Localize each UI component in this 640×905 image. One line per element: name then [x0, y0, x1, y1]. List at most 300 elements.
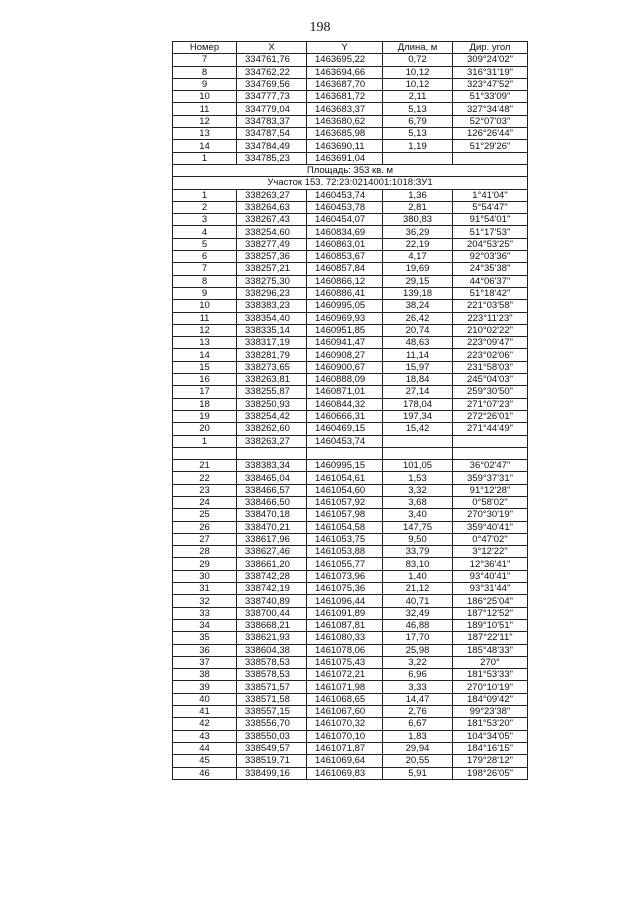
- y-cell: 1460844,32: [307, 398, 383, 410]
- point-number-cell: [173, 447, 237, 459]
- y-cell: 1460453,74: [307, 435, 383, 447]
- angle-cell: 231°58'03": [453, 361, 528, 373]
- length-cell: [383, 447, 453, 459]
- angle-cell: 204°53'25": [453, 238, 528, 250]
- y-cell: 1461057,98: [307, 509, 383, 521]
- point-number-cell: 21: [173, 460, 237, 472]
- table-row: [173, 484, 528, 496]
- point-number-cell: 27: [173, 533, 237, 545]
- angle-cell: 93°31'44": [453, 583, 528, 595]
- x-cell: 338250,93: [237, 398, 307, 410]
- x-cell: 338275,30: [237, 275, 307, 287]
- header-y: Y: [307, 42, 383, 54]
- angle-cell: 189°10'51": [453, 619, 528, 631]
- y-cell: 1460886,41: [307, 287, 383, 299]
- table-row: [173, 706, 528, 718]
- angle-cell: [453, 435, 528, 447]
- length-cell: 32,49: [383, 607, 453, 619]
- y-cell: 1460995,05: [307, 300, 383, 312]
- point-number-cell: 46: [173, 767, 237, 779]
- plot-title: Участок 153. 72:23:0214001:1018:ЗУ1: [173, 177, 528, 189]
- point-number-cell: 15: [173, 361, 237, 373]
- header-number: Номер: [173, 42, 237, 54]
- point-number-cell: 12: [173, 115, 237, 127]
- y-cell: 1460871,01: [307, 386, 383, 398]
- point-number-cell: 45: [173, 755, 237, 767]
- y-cell: 1460453,78: [307, 201, 383, 213]
- point-number-cell: 9: [173, 287, 237, 299]
- angle-cell: 223°11'23": [453, 312, 528, 324]
- x-cell: 338262,60: [237, 423, 307, 435]
- table-row: [173, 128, 528, 140]
- x-cell: 338465,04: [237, 472, 307, 484]
- length-cell: 3,22: [383, 656, 453, 668]
- y-cell: 1463683,37: [307, 103, 383, 115]
- table-row: [173, 78, 528, 90]
- header-length: Длина, м: [383, 42, 453, 54]
- area-text: Площадь: 353 кв. м: [173, 164, 528, 176]
- x-cell: 338499,16: [237, 767, 307, 779]
- x-cell: 338257,21: [237, 263, 307, 275]
- table-row: [173, 91, 528, 103]
- length-cell: 1,36: [383, 189, 453, 201]
- x-cell: 338578,53: [237, 669, 307, 681]
- angle-cell: 316°31'19": [453, 66, 528, 78]
- table-row: [173, 66, 528, 78]
- point-number-cell: 13: [173, 337, 237, 349]
- point-number-cell: 8: [173, 66, 237, 78]
- angle-cell: 271°44'49": [453, 423, 528, 435]
- table-row: [173, 238, 528, 250]
- y-cell: 1461096,44: [307, 595, 383, 607]
- y-cell: 1461075,43: [307, 656, 383, 668]
- y-cell: 1463687,70: [307, 78, 383, 90]
- table-row: [173, 410, 528, 422]
- x-cell: 338354,40: [237, 312, 307, 324]
- length-cell: 197,34: [383, 410, 453, 422]
- x-cell: 334761,76: [237, 54, 307, 66]
- table-row: [173, 152, 528, 164]
- length-cell: 139,18: [383, 287, 453, 299]
- y-cell: 1460908,27: [307, 349, 383, 361]
- length-cell: 5,13: [383, 103, 453, 115]
- length-cell: 6,96: [383, 669, 453, 681]
- table-row: [173, 509, 528, 521]
- table-row: [173, 632, 528, 644]
- angle-cell: 51°18'42": [453, 287, 528, 299]
- table-row: [173, 103, 528, 115]
- point-number-cell: 5: [173, 238, 237, 250]
- angle-cell: 198°26'05": [453, 767, 528, 779]
- y-cell: 1463685,98: [307, 128, 383, 140]
- angle-cell: 3°12'22": [453, 546, 528, 558]
- point-number-cell: 3: [173, 214, 237, 226]
- table-row: [173, 730, 528, 742]
- length-cell: 15,42: [383, 423, 453, 435]
- table-row: [173, 54, 528, 66]
- y-cell: 1460888,09: [307, 374, 383, 386]
- x-cell: 338263,27: [237, 435, 307, 447]
- point-number-cell: 1: [173, 189, 237, 201]
- length-cell: 33,79: [383, 546, 453, 558]
- angle-cell: 272°26'01": [453, 410, 528, 422]
- x-cell: 338556,70: [237, 718, 307, 730]
- y-cell: 1461087,81: [307, 619, 383, 631]
- length-cell: 26,42: [383, 312, 453, 324]
- angle-cell: 0°47'02": [453, 533, 528, 545]
- point-number-cell: 1: [173, 435, 237, 447]
- y-cell: 1461055,77: [307, 558, 383, 570]
- table-row: [173, 226, 528, 238]
- x-cell: 334787,54: [237, 128, 307, 140]
- area-row: [173, 164, 528, 176]
- angle-cell: 5°54'47": [453, 201, 528, 213]
- y-cell: 1460995,15: [307, 460, 383, 472]
- angle-cell: 12°36'41": [453, 558, 528, 570]
- angle-cell: 184°16'15": [453, 742, 528, 754]
- table-row: [173, 583, 528, 595]
- angle-cell: 185°48'33": [453, 644, 528, 656]
- point-number-cell: 40: [173, 693, 237, 705]
- length-cell: 9,50: [383, 533, 453, 545]
- y-cell: 1461057,92: [307, 496, 383, 508]
- x-cell: 334784,49: [237, 140, 307, 152]
- y-cell: 1461075,36: [307, 583, 383, 595]
- angle-cell: 91°12'28": [453, 484, 528, 496]
- x-cell: [237, 447, 307, 459]
- y-cell: 1463694,66: [307, 66, 383, 78]
- angle-cell: [453, 152, 528, 164]
- table-header-row: [173, 42, 528, 54]
- length-cell: 48,63: [383, 337, 453, 349]
- length-cell: 380,83: [383, 214, 453, 226]
- point-number-cell: 10: [173, 91, 237, 103]
- x-cell: 338470,21: [237, 521, 307, 533]
- length-cell: 29,94: [383, 742, 453, 754]
- y-cell: 1460453,74: [307, 189, 383, 201]
- table-row: [173, 201, 528, 213]
- table-row: [173, 460, 528, 472]
- x-cell: 338263,27: [237, 189, 307, 201]
- x-cell: 338254,60: [237, 226, 307, 238]
- angle-cell: 0°58'02": [453, 496, 528, 508]
- length-cell: 20,74: [383, 324, 453, 336]
- table-body: [173, 54, 528, 780]
- table-row: [173, 656, 528, 668]
- length-cell: 1,53: [383, 472, 453, 484]
- angle-cell: 359°37'31": [453, 472, 528, 484]
- point-number-cell: 14: [173, 349, 237, 361]
- point-number-cell: 38: [173, 669, 237, 681]
- y-cell: 1461068,65: [307, 693, 383, 705]
- table-row: [173, 423, 528, 435]
- angle-cell: 270°30'19": [453, 509, 528, 521]
- angle-cell: 223°02'06": [453, 349, 528, 361]
- angle-cell: 323°47'52": [453, 78, 528, 90]
- length-cell: 25,98: [383, 644, 453, 656]
- table-row: [173, 386, 528, 398]
- angle-cell: 51°29'26": [453, 140, 528, 152]
- y-cell: 1463690,11: [307, 140, 383, 152]
- point-number-cell: 1: [173, 152, 237, 164]
- table-row: [173, 140, 528, 152]
- angle-cell: 271°07'23": [453, 398, 528, 410]
- x-cell: 338621,93: [237, 632, 307, 644]
- x-cell: 338317,19: [237, 337, 307, 349]
- length-cell: 1,19: [383, 140, 453, 152]
- table-row: [173, 607, 528, 619]
- point-number-cell: 11: [173, 103, 237, 115]
- x-cell: 338668,21: [237, 619, 307, 631]
- table-row: [173, 496, 528, 508]
- header-direction-angle: Дир. угол: [453, 42, 528, 54]
- x-cell: 338257,36: [237, 251, 307, 263]
- point-number-cell: 42: [173, 718, 237, 730]
- length-cell: [383, 152, 453, 164]
- x-cell: 338742,19: [237, 583, 307, 595]
- y-cell: 1461054,60: [307, 484, 383, 496]
- length-cell: 0,72: [383, 54, 453, 66]
- y-cell: 1461073,96: [307, 570, 383, 582]
- x-cell: 338273,65: [237, 361, 307, 373]
- table-row: [173, 251, 528, 263]
- y-cell: 1461072,21: [307, 669, 383, 681]
- x-cell: 338604,38: [237, 644, 307, 656]
- length-cell: 10,12: [383, 78, 453, 90]
- y-cell: 1463681,72: [307, 91, 383, 103]
- y-cell: 1461071,87: [307, 742, 383, 754]
- y-cell: 1461069,64: [307, 755, 383, 767]
- length-cell: 11,14: [383, 349, 453, 361]
- x-cell: 338519,71: [237, 755, 307, 767]
- length-cell: 2,11: [383, 91, 453, 103]
- point-number-cell: 14: [173, 140, 237, 152]
- angle-cell: 92°03'36": [453, 251, 528, 263]
- angle-cell: 181°53'33": [453, 669, 528, 681]
- length-cell: 1,40: [383, 570, 453, 582]
- table-row: [173, 300, 528, 312]
- point-number-cell: 17: [173, 386, 237, 398]
- y-cell: 1460469,15: [307, 423, 383, 435]
- x-cell: 338264,63: [237, 201, 307, 213]
- point-number-cell: 33: [173, 607, 237, 619]
- angle-cell: 245°04'03": [453, 374, 528, 386]
- length-cell: 5,91: [383, 767, 453, 779]
- length-cell: 3,68: [383, 496, 453, 508]
- x-cell: 334762,22: [237, 66, 307, 78]
- y-cell: 1461053,88: [307, 546, 383, 558]
- point-number-cell: 32: [173, 595, 237, 607]
- y-cell: 1461069,83: [307, 767, 383, 779]
- point-number-cell: 12: [173, 324, 237, 336]
- angle-cell: 51°33'09": [453, 91, 528, 103]
- table-row: [173, 337, 528, 349]
- point-number-cell: 44: [173, 742, 237, 754]
- table-row: [173, 472, 528, 484]
- length-cell: 4,17: [383, 251, 453, 263]
- table-row: [173, 619, 528, 631]
- point-number-cell: 28: [173, 546, 237, 558]
- header-x: X: [237, 42, 307, 54]
- x-cell: 338466,50: [237, 496, 307, 508]
- angle-cell: 259°30'50": [453, 386, 528, 398]
- y-cell: 1461067,60: [307, 706, 383, 718]
- angle-cell: 309°24'02": [453, 54, 528, 66]
- length-cell: 6,67: [383, 718, 453, 730]
- table-row: [173, 275, 528, 287]
- table-row: [173, 558, 528, 570]
- angle-cell: 126°26'44": [453, 128, 528, 140]
- angle-cell: 187°12'52": [453, 607, 528, 619]
- angle-cell: 184°09'42": [453, 693, 528, 705]
- x-cell: 338661,20: [237, 558, 307, 570]
- y-cell: 1460454,07: [307, 214, 383, 226]
- table-row: [173, 595, 528, 607]
- table-row: [173, 533, 528, 545]
- table-row: [173, 718, 528, 730]
- y-cell: 1461070,32: [307, 718, 383, 730]
- x-cell: 338281,79: [237, 349, 307, 361]
- y-cell: 1461078,06: [307, 644, 383, 656]
- x-cell: 338742,28: [237, 570, 307, 582]
- length-cell: 15,97: [383, 361, 453, 373]
- length-cell: 36,29: [383, 226, 453, 238]
- y-cell: 1460863,01: [307, 238, 383, 250]
- length-cell: 46,88: [383, 619, 453, 631]
- point-number-cell: 10: [173, 300, 237, 312]
- length-cell: 147,75: [383, 521, 453, 533]
- point-number-cell: 39: [173, 681, 237, 693]
- page-number: 198: [309, 20, 331, 35]
- y-cell: 1460951,85: [307, 324, 383, 336]
- length-cell: 101,05: [383, 460, 453, 472]
- table-row: [173, 755, 528, 767]
- x-cell: 338550,03: [237, 730, 307, 742]
- table-row: [173, 361, 528, 373]
- y-cell: 1461071,98: [307, 681, 383, 693]
- point-number-cell: 6: [173, 251, 237, 263]
- point-number-cell: 26: [173, 521, 237, 533]
- table-row: [173, 546, 528, 558]
- table-row: [173, 681, 528, 693]
- point-number-cell: 19: [173, 410, 237, 422]
- angle-cell: 51°17'53": [453, 226, 528, 238]
- length-cell: 22,19: [383, 238, 453, 250]
- x-cell: 334769,56: [237, 78, 307, 90]
- point-number-cell: 7: [173, 54, 237, 66]
- length-cell: 2,76: [383, 706, 453, 718]
- point-number-cell: 11: [173, 312, 237, 324]
- y-cell: 1463680,62: [307, 115, 383, 127]
- x-cell: 334779,04: [237, 103, 307, 115]
- table-row: [173, 669, 528, 681]
- y-cell: 1461091,89: [307, 607, 383, 619]
- angle-cell: 359°40'41": [453, 521, 528, 533]
- point-number-cell: 2: [173, 201, 237, 213]
- angle-cell: 104°34'05": [453, 730, 528, 742]
- point-number-cell: 4: [173, 226, 237, 238]
- point-number-cell: 29: [173, 558, 237, 570]
- table-row: [173, 287, 528, 299]
- point-number-cell: 16: [173, 374, 237, 386]
- table-row: [173, 767, 528, 779]
- table-row: [173, 115, 528, 127]
- x-cell: 338549,57: [237, 742, 307, 754]
- x-cell: 338571,58: [237, 693, 307, 705]
- length-cell: 2,81: [383, 201, 453, 213]
- point-number-cell: 30: [173, 570, 237, 582]
- coordinates-table: [172, 41, 528, 780]
- angle-cell: 24°35'38": [453, 263, 528, 275]
- table-row: [173, 324, 528, 336]
- length-cell: 27,14: [383, 386, 453, 398]
- y-cell: 1463695,22: [307, 54, 383, 66]
- x-cell: 338335,14: [237, 324, 307, 336]
- length-cell: [383, 435, 453, 447]
- x-cell: 338263,81: [237, 374, 307, 386]
- y-cell: 1461070,10: [307, 730, 383, 742]
- table-row: [173, 398, 528, 410]
- table-row: [173, 263, 528, 275]
- point-number-cell: 7: [173, 263, 237, 275]
- length-cell: 1,83: [383, 730, 453, 742]
- table-row: [173, 214, 528, 226]
- y-cell: 1460969,93: [307, 312, 383, 324]
- y-cell: 1460857,84: [307, 263, 383, 275]
- table-row: [173, 570, 528, 582]
- length-cell: 17,70: [383, 632, 453, 644]
- table-row: [173, 521, 528, 533]
- point-number-cell: 8: [173, 275, 237, 287]
- table-row: [173, 312, 528, 324]
- y-cell: 1460666,31: [307, 410, 383, 422]
- y-cell: 1460853,67: [307, 251, 383, 263]
- angle-cell: 99°23'38": [453, 706, 528, 718]
- y-cell: 1460834,69: [307, 226, 383, 238]
- length-cell: 3,32: [383, 484, 453, 496]
- angle-cell: 181°53'20": [453, 718, 528, 730]
- length-cell: 18,84: [383, 374, 453, 386]
- point-number-cell: 18: [173, 398, 237, 410]
- length-cell: 6,79: [383, 115, 453, 127]
- x-cell: 338627,46: [237, 546, 307, 558]
- angle-cell: 221°03'58": [453, 300, 528, 312]
- point-number-cell: 13: [173, 128, 237, 140]
- point-number-cell: 36: [173, 644, 237, 656]
- x-cell: 338578,53: [237, 656, 307, 668]
- y-cell: 1460866,12: [307, 275, 383, 287]
- point-number-cell: 41: [173, 706, 237, 718]
- x-cell: 338617,96: [237, 533, 307, 545]
- plot-title-row: [173, 177, 528, 189]
- x-cell: 338383,23: [237, 300, 307, 312]
- angle-cell: 187°22'11": [453, 632, 528, 644]
- y-cell: 1461053,75: [307, 533, 383, 545]
- angle-cell: 91°54'01": [453, 214, 528, 226]
- x-cell: 338740,89: [237, 595, 307, 607]
- x-cell: 338383,34: [237, 460, 307, 472]
- point-number-cell: 23: [173, 484, 237, 496]
- x-cell: 338296,23: [237, 287, 307, 299]
- angle-cell: 270°10'19": [453, 681, 528, 693]
- point-number-cell: 34: [173, 619, 237, 631]
- angle-cell: 186°25'04": [453, 595, 528, 607]
- length-cell: 3,33: [383, 681, 453, 693]
- point-number-cell: 22: [173, 472, 237, 484]
- length-cell: 83,10: [383, 558, 453, 570]
- x-cell: 338254,42: [237, 410, 307, 422]
- length-cell: 20,55: [383, 755, 453, 767]
